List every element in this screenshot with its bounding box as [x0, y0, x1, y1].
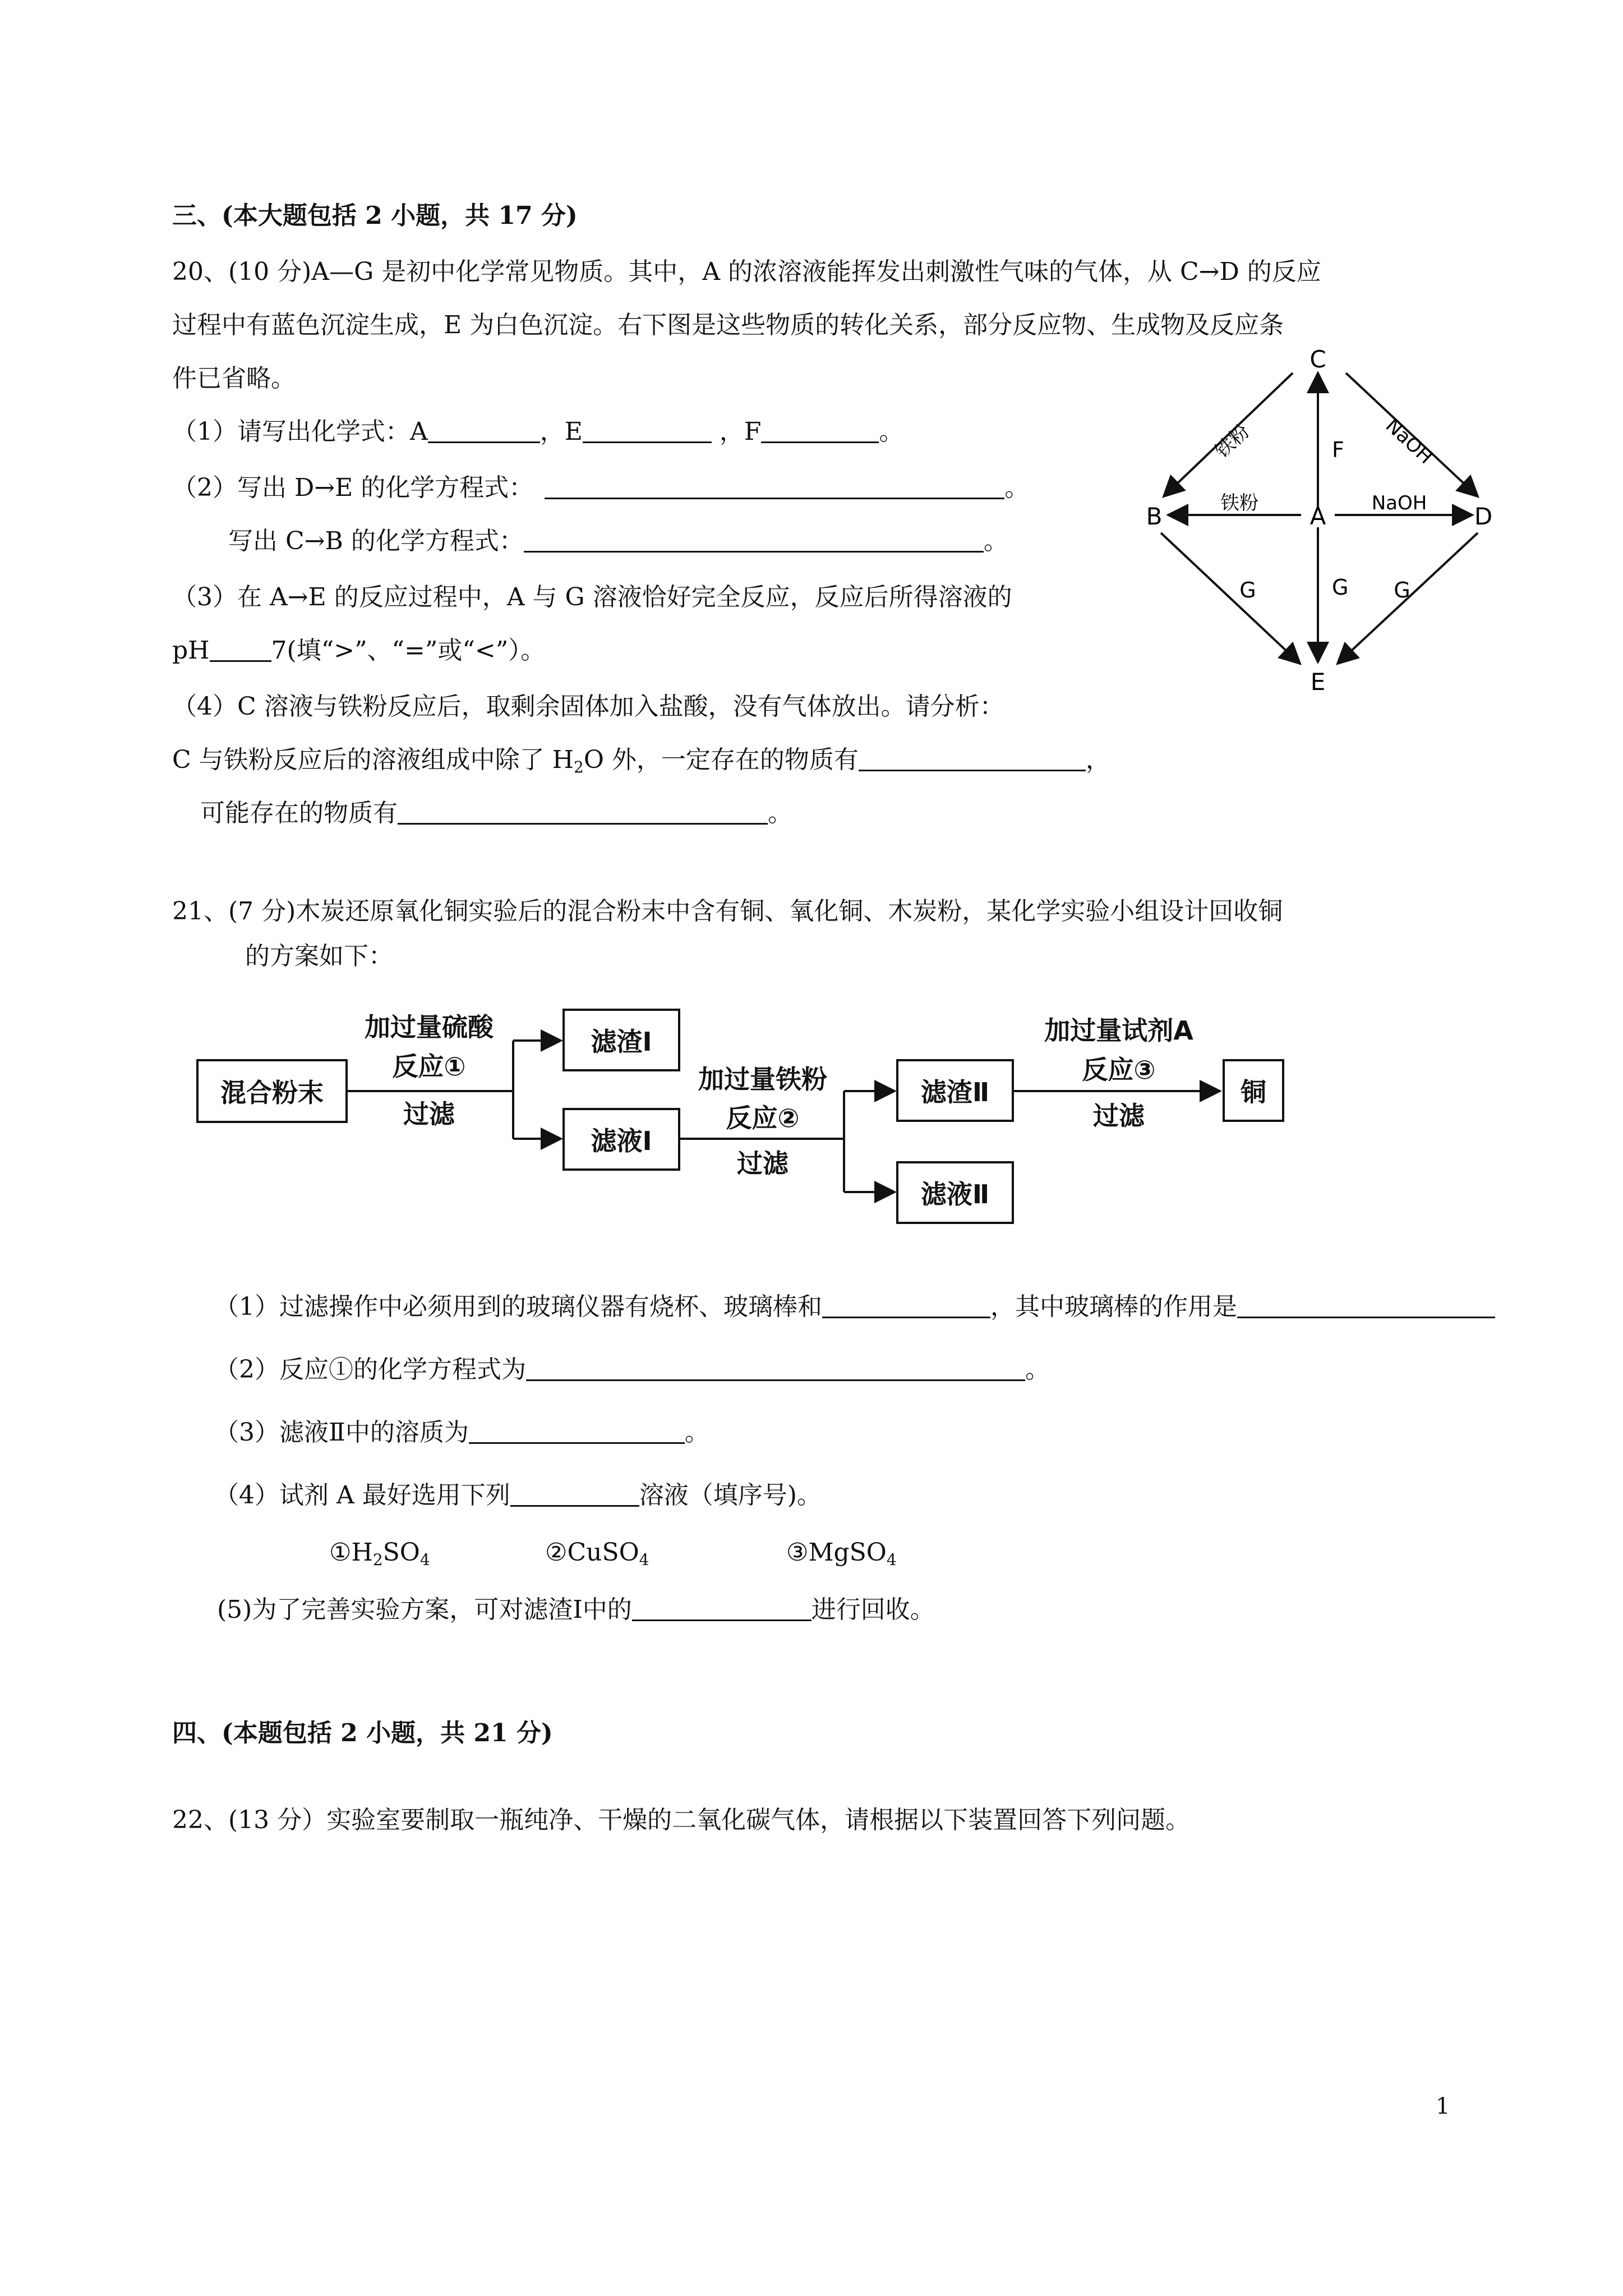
flow-box-residue-2: 滤渣Ⅱ — [896, 1059, 1014, 1122]
flow-box-filtrate-2: 滤液Ⅱ — [896, 1161, 1014, 1224]
label-f: F — [1332, 438, 1344, 462]
answer-blank-solute[interactable] — [469, 1418, 685, 1444]
flow-step3-reaction: 反应③ — [1082, 1055, 1156, 1085]
q20-line1: 20、(10 分)A—G 是初中化学常见物质。其中，A 的浓溶液能挥发出刺激性气味的气体，从 C→D 的反应 — [172, 257, 1321, 286]
q21-option-3: ③MgSO$_4$ — [786, 1538, 897, 1569]
label-g-a-e: G — [1332, 575, 1349, 600]
q20-line3: 件已省略。 — [172, 364, 296, 393]
flow-box-residue-1: 滤渣Ⅰ — [562, 1009, 680, 1071]
node-e: E — [1310, 668, 1326, 696]
answer-blank-rod-function[interactable] — [1237, 1292, 1495, 1318]
q20-part2: （2）写出 D→E 的化学方程式： 。 — [172, 473, 1030, 502]
label-naoh-a-d: NaOH — [1371, 492, 1427, 514]
label-tiefen-c-b: 铁粉 — [1210, 420, 1255, 463]
q21-option-1: $①H_2SO_4$ — [329, 1538, 430, 1569]
label-g-b-e: G — [1239, 578, 1256, 602]
answer-blank-reagent-choice[interactable] — [510, 1480, 639, 1507]
q21-part2: （2）反应①的化学方程式为 。 — [214, 1355, 1050, 1384]
flow-box-filtrate-1: 滤液Ⅰ — [562, 1108, 680, 1171]
q21-part1: （1）过滤操作中必须用到的玻璃仪器有烧杯、玻璃棒和 ，其中玻璃棒的作用是 — [214, 1290, 1495, 1324]
flow-step3-filter: 过滤 — [1093, 1101, 1145, 1131]
flow-step3-reagent: 加过量试剂A — [1044, 1015, 1193, 1046]
label-g-d-e: G — [1394, 578, 1410, 602]
q21-line2: 的方案如下： — [245, 942, 393, 970]
q20-part4c: 可能存在的物质有 。 — [200, 799, 792, 827]
q20-part1: （1）请写出化学式：A ，E ，F 。 — [172, 417, 904, 446]
flow-step1-reagent: 加过量硫酸 — [365, 1012, 494, 1042]
node-a: A — [1310, 503, 1326, 530]
flow-box-mixed-powder: 混合粉末 — [196, 1059, 348, 1123]
q21-line1: 21、(7 分)木炭还原氧化铜实验后的混合粉末中含有铜、氧化铜、木炭粉，某化学实验小组设计回收铜 — [172, 897, 1283, 926]
q20-line2: 过程中有蓝色沉淀生成，E 为白色沉淀。右下图是这些物质的转化关系，部分反应物、生成物及反应条 — [172, 311, 1284, 339]
q22-line1: 22、(13 分）实验室要制取一瓶纯净、干燥的二氧化碳气体，请根据以下装置回答下列问题。 — [172, 1806, 1191, 1834]
answer-blank-reaction1-equation[interactable] — [526, 1355, 1025, 1381]
q20-part3-ph: pH 7(填“>”、“=”或“<”）。 — [172, 636, 546, 665]
q21-part5: (5)为了完善实验方案，可对滤渣Ⅰ中的 进行回收。 — [217, 1595, 935, 1624]
q21-option-2: ②CuSO$_4$ — [545, 1538, 649, 1569]
q20-part3: （3）在 A→E 的反应过程中，A 与 G 溶液恰好完全反应，反应后所得溶液的 — [172, 583, 1012, 611]
q21-part4: （4）试剂 A 最好选用下列 溶液（填序号)。 — [214, 1481, 822, 1510]
label-naoh-c-d: NaOH — [1381, 414, 1437, 469]
q21-part3: （3）滤液Ⅱ中的溶质为 。 — [214, 1418, 709, 1447]
answer-blank-recover[interactable] — [632, 1595, 811, 1621]
flow-step2-reagent: 加过量铁粉 — [698, 1064, 827, 1094]
node-c: C — [1310, 346, 1326, 373]
node-b: B — [1146, 503, 1163, 530]
q20-part2b: 写出 C→B 的化学方程式： 。 — [228, 527, 1008, 555]
label-tiefen-a-b: 铁粉 — [1220, 492, 1258, 514]
section-3-title: 三、(本大题包括 2 小题，共 17 分) — [172, 201, 578, 230]
node-d: D — [1474, 503, 1493, 530]
flow-step2-reaction: 反应② — [726, 1103, 800, 1133]
flow-step1-filter: 过滤 — [403, 1099, 455, 1129]
page-number: 1 — [1436, 2093, 1450, 2119]
answer-blank-glass-instrument[interactable] — [822, 1292, 990, 1318]
q20-part4b: C 与铁粉反应后的溶液组成中除了 $H_2O$ 外，一定存在的物质有 ， — [172, 746, 1110, 776]
section-4-title: 四、(本题包括 2 小题，共 21 分) — [172, 1719, 553, 1747]
q20-part4: （4）C 溶液与铁粉反应后，取剩余固体加入盐酸，没有气体放出。请分析： — [172, 692, 1004, 721]
flow-step1-reaction: 反应① — [392, 1051, 466, 1082]
flow-box-copper: 铜 — [1223, 1059, 1284, 1122]
flow-step2-filter: 过滤 — [737, 1148, 789, 1179]
